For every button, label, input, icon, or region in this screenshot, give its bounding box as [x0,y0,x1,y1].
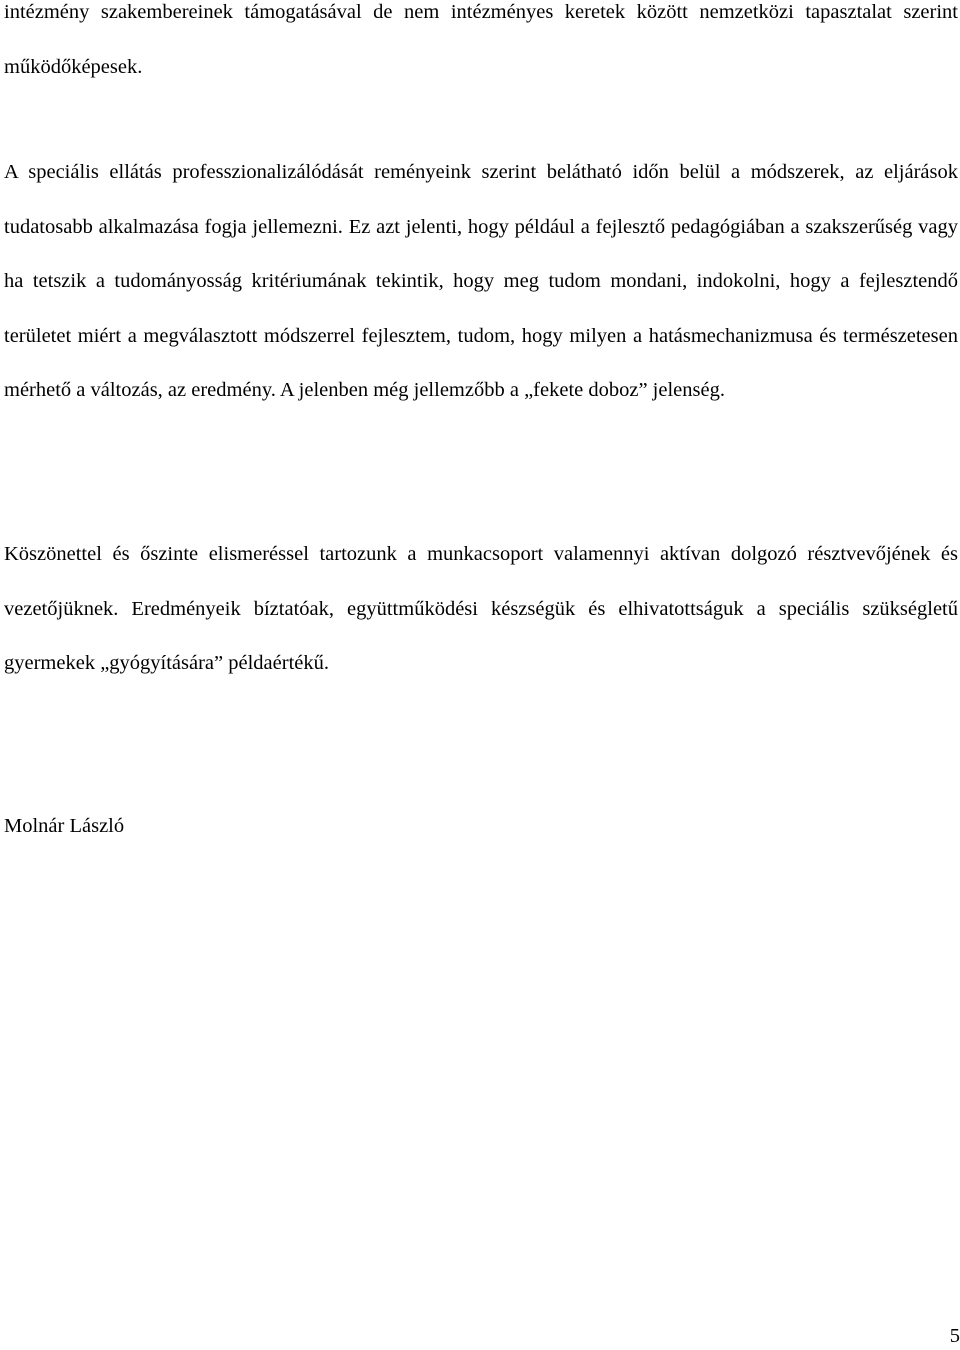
paragraph-professionalization: A speciális ellátás professzionalizálódását reményeink szerint belátható időn belül a módszerek, az eljárások tudatosabb alkalmazása fogja jellemezni. Ez azt jelenti, hogy például a fejlesztő pedagógiában a szakszerűség vagy ha tetszik a tudományosság kritériumának tekintik, hogy meg tudom mondani, indokolni, hogy a fejlesztendő területet miért a megválasztott módszerrel fejlesztem, tudom, hogy milyen a hatásmechanizmusa és természetesen mérhető a változás, az eredmény. A jelenben még jellemzőbb a „fekete doboz” jelenség. [4,161,958,401]
paragraph-intro: intézmény szakembereinek támogatásával de nem intézményes keretek között nemzetközi tapasztalat szerint működőképesek. [4,1,958,78]
paragraph-acknowledgement: Köszönettel és őszinte elismeréssel tartozunk a munkacsoport valamennyi aktívan dolgozó résztvevőjének és vezetőjüknek. Eredményeik bíztatóak, együttműködési készségük és elhivatottságuk a speciális szükségletű gyermekek „gyógyítására” példaértékű. [4,543,958,674]
page-number: 5 [949,1325,960,1347]
author-signature: Molnár László [4,815,125,837]
